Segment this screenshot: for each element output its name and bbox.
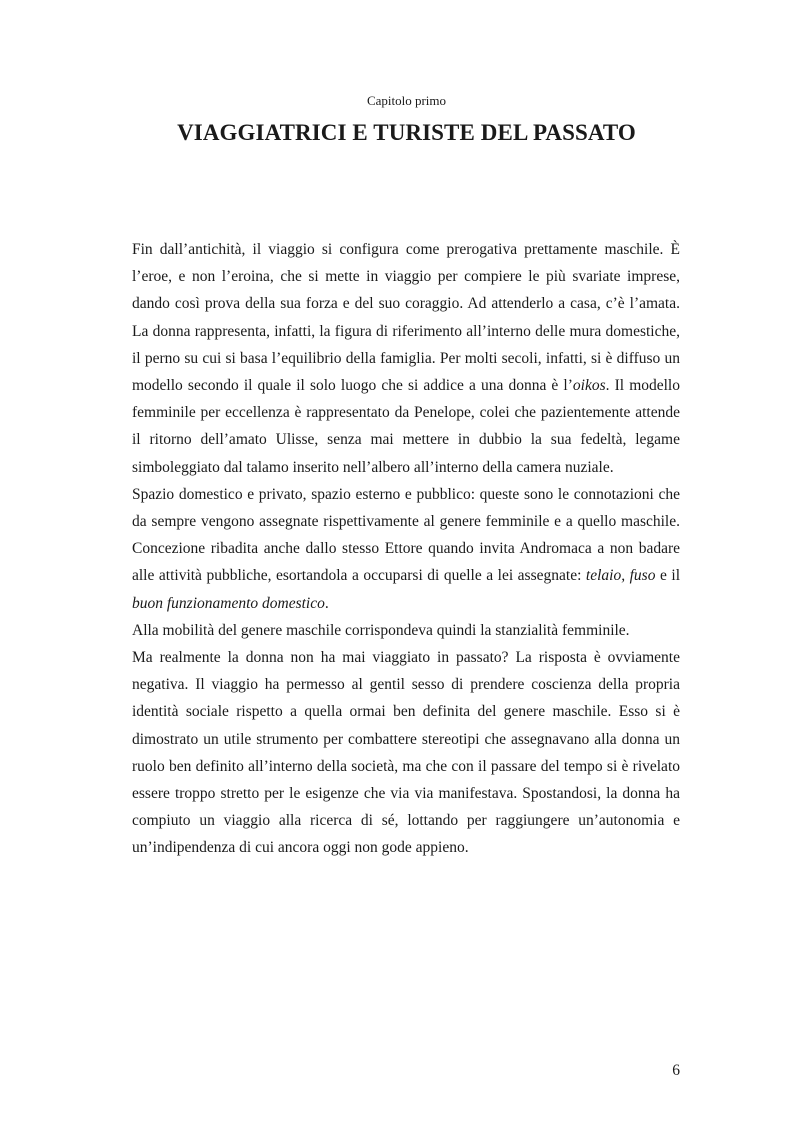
paragraph-2-middle: e il: [655, 567, 680, 585]
chapter-title: VIAGGIATRICI E TURISTE DEL PASSATO: [177, 120, 636, 145]
paragraph-1-text-b: . Il modello femminile per eccellenza è rappresentato da Penelope, colei che pazientemente attende il ritorno dell’amato Ulisse, senza mai mettere in dubbio la sua fedeltà, legame simboleggiato dal talamo inserito nell’albero all’interno della camera nuziale.: [132, 377, 680, 476]
paragraph-2-text: Spazio domestico e privato, spazio esterno e pubblico: queste sono le connotazioni che da sempre vengono assegnate rispettivamente al genere femminile e a quello maschile. Concezione ribadita anche dallo stesso Ettore quando invita Andromaca a non badare alle attività pubbliche, esortandola a occuparsi di quelle a lei assegnate:: [132, 485, 680, 585]
paragraph-4: Ma realmente la donna non ha mai viaggiato in passato? La risposta è ovviamente negativa. Il viaggio ha permesso al gentil sesso di prendere coscienza della propria identità sociale rispetto a quella ormai ben definita del genere maschile. Esso si è dimostrato un utile strumento per combattere stereotipi che assegnavano alla donna un ruolo ben definito all’interno della società, ma che con il passare del tempo si è rivelato essere troppo stretto per le esigenze che via via manifestava. Spostandosi, la donna ha compiuto un viaggio alla ricerca di sé, lottando per raggiungere un’autonomia e un’indipendenza di cui ancora oggi non gode appieno.: [132, 649, 680, 857]
chapter-label: Capitolo primo: [366, 93, 447, 108]
paragraph-3: Alla mobilità del genere maschile corrispondeva quindi la stanzialità femminile.: [132, 621, 630, 639]
paragraph-2-end: .: [324, 594, 329, 612]
page-number: 6: [672, 1062, 680, 1079]
paragraph-2-italic-telaio-fuso: telaio, fuso: [585, 567, 656, 585]
paragraph-2: [132, 481, 680, 617]
paragraph-1-text-a: Fin dall’antichità, il viaggio si configura come prerogativa prettamente maschile. È l’eroe, e non l’eroina, che si mette in viaggio per compiere le più svariate imprese, dando così prova della sua forza e del suo coraggio. Ad attenderlo a casa, c’è l’amata. La donna rappresenta, infatti, la figura di riferimento all’interno delle mura domestiche, il perno su cui si basa l’equilibrio della famiglia. Per molti secoli, infatti, si è diffuso un modello secondo il quale il solo luogo che si addice a una donna è l’: [132, 241, 680, 395]
paragraph-1-oikos: oikos: [572, 377, 606, 395]
paragraph-2-italic-funzionamento: buon funzionamento domestico: [132, 594, 325, 612]
body-text: [132, 236, 680, 862]
paragraph-1: [132, 236, 680, 481]
